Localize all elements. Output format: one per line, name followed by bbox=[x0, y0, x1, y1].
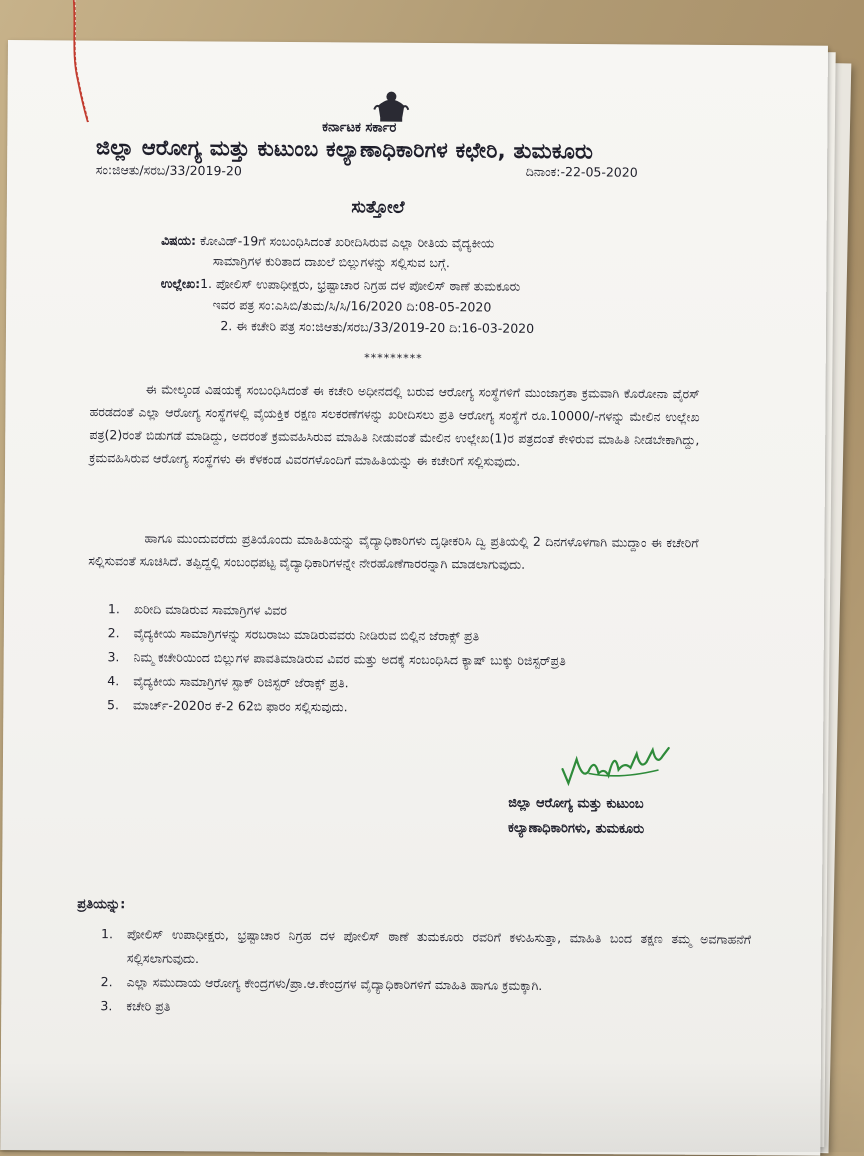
karnataka-emblem-icon bbox=[366, 89, 416, 123]
body-paragraph-2: ಹಾಗೂ ಮುಂದುವರೆದು ಪ್ರತಿಯೊಂದು ಮಾಹಿತಿಯನ್ನು ವೈದ್ಯಾಧಿಕಾರಿಗಳು ದೃಢೀಕರಿಸಿ ದ್ವಿ ಪ್ರತಿಯಲ್ಲಿ 2 ದಿನಗಳೊಳಗಾಗಿ ಮುದ್ದಾಂ ಈ ಕಚೇರಿಗೆ ಸಲ್ಲಿಸುವಂತೆ ಸೂಚಿಸಿದೆ. ತಪ್ಪಿದ್ದಲ್ಲಿ ಸಂಬಂಧಪಟ್ಟ ವೈದ್ಯಾಧಿಕಾರಿಗಳನ್ನೇ ನೇರಹೊಣೆಗಾರರನ್ನಾಗಿ ಮಾಡಲಾಗುವುದು. bbox=[88, 530, 699, 572]
list-item: 1. ಪೋಲಿಸ್ ಉಪಾಧೀಕ್ಷರು, ಭ್ರಷ್ಟಾಚಾರ ನಿಗ್ರಹ ದಳ ಪೋಲಿಸ್ ಠಾಣೆ ತುಮಕೂರು ರವರಿಗೆ ಕಳುಹಿಸುತ್ತಾ, ಮಾಹಿತಿ ಬಂದ ತಕ್ಷಣ ತಮ್ಮ ಅವಗಾಹನೆಗೆ ಸಲ್ಲಿಸಲಾಗುವುದು. bbox=[101, 926, 752, 966]
references-label: ಉಲ್ಲೇಖ: bbox=[160, 275, 201, 291]
subject-label: ವಿಷಯ: bbox=[161, 232, 197, 248]
copy-to-heading: ಪ್ರತಿಯನ್ನು: bbox=[77, 896, 126, 913]
subject-block bbox=[161, 231, 495, 274]
enclosure-list bbox=[107, 597, 728, 722]
government-name: ಕರ್ನಾಟಕ ಸರ್ಕಾರ bbox=[322, 120, 397, 136]
reference-number: ಸಂ:ಜಿಆತು/ಸರಬ/33/2019-20 bbox=[95, 162, 242, 179]
copy-to-list bbox=[100, 922, 751, 1024]
signatory-line-2: ಕಲ್ಯಾಣಾಧಿಕಾರಿಗಳು, ತುಮಕೂರು bbox=[507, 820, 645, 837]
list-item: 1. ಖರೀದಿ ಮಾಡಿರುವ ಸಾಮಾಗ್ರಿಗಳ ವಿವರ bbox=[107, 601, 288, 618]
body-paragraph-1: ಈ ಮೇಲ್ಕಂಡ ವಿಷಯಕ್ಕೆ ಸಂಬಂಧಿಸಿದಂತೆ ಈ ಕಚೇರಿ ಅಧೀನದಲ್ಲಿ ಬರುವ ಆರೋಗ್ಯ ಸಂಸ್ಥೆಗಳಿಗೆ ಮುಂಜಾಗ್ರತಾ ಕ್ರಮವಾಗಿ ಕೊರೋನಾ ವೈರಸ್ ಹರಡದಂತೆ ಎಲ್ಲಾ ಆರೋಗ್ಯ ಸಂಸ್ಥೆಗಳಲ್ಲಿ ವೈಯಕ್ತಿಕ ರಕ್ಷಣ ಸಲಕರಣೆಗಳನ್ನು ಖರೀದಿಸಲು ಪ್ರತಿ ಆರೋಗ್ಯ ಸಂಸ್ಥೆಗೆ ರೂ.10000/-ಗಳನ್ನು ಮೇಲಿನ ಉಲ್ಲೇಖ ಪತ್ರ(2)ರಂತೆ ಬಿಡುಗಡೆ ಮಾಡಿದ್ದು, ಅದರಂತೆ ಕ್ರಮವಹಿಸಿರುವ ಮಾಹಿತಿ ನೀಡುವಂತೆ ಮೇಲಿನ ಉಲ್ಲೇಖ(1)ರ ಪತ್ರದಂತೆ ಕೇಳಿರುವ ಮಾಹಿತಿ ನೀಡಬೇಕಾಗಿದ್ದು, ಕ್ರಮವಹಿಸಿರುವ ಆರೋಗ್ಯ ಸಂಸ್ಥೆಗಳು ಈ ಕೆಳಕಂಡ ವಿವರಗಳೊಂದಿಗೆ ಮಾಹಿತಿಯನ್ನು ಈ ಕಚೇರಿಗೆ ಸಲ್ಲಿಸುವುದು. bbox=[89, 381, 700, 469]
list-item: 2. ಎಲ್ಲಾ ಸಮುದಾಯ ಆರೋಗ್ಯ ಕೇಂದ್ರಗಳು/ಪ್ರಾ.ಆ.ಕೇಂದ್ರಗಳ ವೈದ್ಯಾಧಿಕಾರಿಗಳಿಗೆ ಮಾಹಿತಿ ಹಾಗೂ ಕ್ರಮಕ್ಕಾಗಿ. bbox=[100, 974, 543, 993]
reference-2: 2. ಈ ಕಚೇರಿ ಪತ್ರ ಸಂ:ಜಿಆತು/ಸರಬ/33/2019-20 ದಿ:16-03-2020 bbox=[220, 318, 535, 336]
reference-1-line-1: 1. ಪೋಲಿಸ್ ಉಪಾಧೀಕ್ಷರು, ಭ್ರಷ್ಟಾಚಾರ ನಿಗ್ರಹ ದಳ ಪೋಲಿಸ್ ಠಾಣೆ ತುಮಕೂರು bbox=[200, 275, 521, 294]
reference-1-line-2: ಇವರ ಪತ್ರ ಸಂ:ಎಸಿಬಿ/ತುಮ/ಸಿ/ಸಿ/16/2020 ದಿ:08-05-2020 bbox=[212, 297, 492, 315]
subject-line-1: ಕೋವಿಡ್-19ಗೆ ಸಂಬಂಧಿಸಿದಂತೆ ಖರೀದಿಸಿರುವ ಎಲ್ಲಾ ರೀತಿಯ ವೈದ್ಯಕೀಯ bbox=[200, 232, 495, 251]
document-title: ಸುತ್ತೋಲೆ bbox=[351, 197, 405, 218]
list-item: 3. ನಿಮ್ಮ ಕಚೇರಿಯಿಂದ ಬಿಲ್ಲುಗಳ ಪಾವತಿಮಾಡಿರುವ ವಿವರ ಮತ್ತು ಅದಕ್ಕೆ ಸಂಬಂಧಿಸಿದ ಕ್ಯಾಷ್ ಬುಕ್ಕು ರಿಜಿಸ್ಟರ್‌ಪ್ರತಿ bbox=[107, 649, 566, 669]
photo-shadow bbox=[0, 1060, 864, 1152]
document-date: ದಿನಾಂಕ:-22-05-2020 bbox=[525, 163, 638, 180]
handwritten-signature bbox=[558, 739, 678, 795]
signatory-line-1: ಜಿಲ್ಲಾ ಆರೋಗ್ಯ ಮತ್ತು ಕುಟುಂಬ bbox=[508, 795, 644, 812]
list-item: 3. ಕಚೇರಿ ಪ್ರತಿ bbox=[100, 998, 171, 1014]
list-item: 2. ವೈದ್ಯಕೀಯ ಸಾಮಾಗ್ರಿಗಳನ್ನು ಸರಬರಾಜು ಮಾಡಿರುವವರು ನೀಡಿರುವ ಬಿಲ್ಲಿನ ಜೆರಾಕ್ಸ್ ಪ್ರತಿ bbox=[107, 625, 480, 644]
separator: ********* bbox=[364, 351, 423, 365]
office-name: ಜಿಲ್ಲಾ ಆರೋಗ್ಯ ಮತ್ತು ಕುಟುಂಬ ಕಲ್ಯಾಣಾಧಿಕಾರಿಗಳ ಕಛೇರಿ, ತುಮಕೂರು bbox=[95, 135, 594, 164]
list-item: 5. ಮಾರ್ಚ್-2020ರ ಕೆ-2 62ಬಿ ಫಾರಂ ಸಲ್ಲಿಸುವುದು. bbox=[107, 697, 348, 715]
list-item: 4. ವೈದ್ಯಕೀಯ ಸಾಮಾಗ್ರಿಗಳ ಸ್ಟಾಕ್ ರಿಜಿಸ್ಟರ್ ಜೆರಾಕ್ಸ್ ಪ್ರತಿ. bbox=[107, 673, 349, 691]
references-block bbox=[160, 273, 534, 339]
subject-line-2: ಸಾಮಾಗ್ರಿಗಳ ಕುರಿತಾದ ದಾಖಲೆ ಬಿಲ್ಲುಗಳನ್ನು ಸಲ್ಲಿಸುವ ಬಗ್ಗೆ. bbox=[212, 253, 450, 271]
